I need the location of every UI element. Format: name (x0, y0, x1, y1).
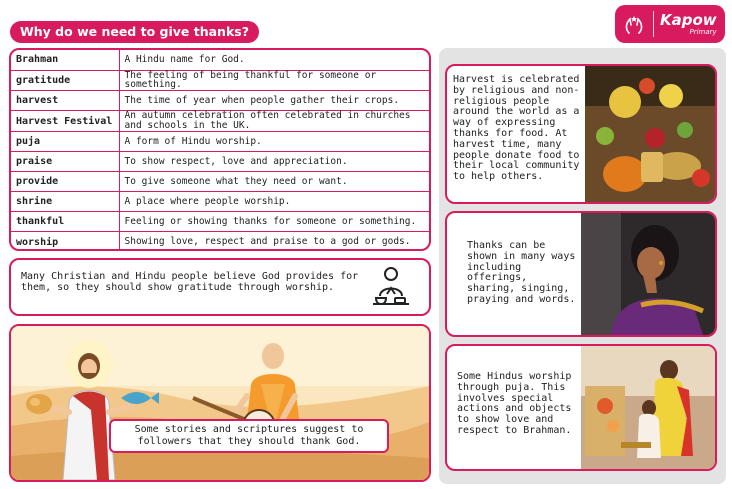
vocab-term: worship (11, 232, 119, 251)
thanks-text: Thanks can be shown in many ways including offerings, sharing, singing, praying and words. (467, 240, 576, 305)
praying-woman-photo (581, 213, 715, 335)
vocab-definition: To show respect, love and appreciation. (119, 152, 429, 172)
vocab-definition: The time of year when people gather their crops. (119, 91, 429, 111)
vocab-term: thankful (11, 212, 119, 232)
vocab-definition: A form of Hindu worship. (119, 132, 429, 152)
vocab-row (11, 70, 429, 91)
vocab-term: gratitude (11, 70, 119, 91)
vocab-definition: To give someone what they need or want. (119, 172, 429, 192)
vocab-row (11, 111, 429, 132)
vocab-term: Harvest Festival (11, 111, 119, 132)
puja-shrine-photo (581, 346, 715, 469)
vocab-term: puja (11, 132, 119, 152)
logo-divider (653, 11, 654, 37)
harvest-food-photo (585, 66, 715, 202)
logo-subtitle: Primary (689, 27, 717, 36)
logo-name: Kapow (660, 10, 717, 29)
vocab-definition: The feeling of being thankful for someone or something. (119, 70, 429, 91)
vocab-term: shrine (11, 192, 119, 212)
hands-icon (621, 11, 647, 37)
puja-card (445, 344, 717, 471)
page-title: Why do we need to give thanks? (10, 21, 259, 43)
thanks-card (445, 211, 717, 337)
harvest-card (445, 64, 717, 204)
vocab-row (11, 232, 429, 251)
vocab-term: praise (11, 152, 119, 172)
vocab-definition: Showing love, respect and praise to a god or gods. (124, 236, 411, 248)
puja-text: Some Hindus worship through puja. This involves special actions and objects to show love and respect to Brahman. (457, 371, 572, 436)
vocab-row (11, 212, 429, 232)
gratitude-box (9, 258, 431, 316)
vocab-row (11, 172, 429, 192)
vocab-row (11, 192, 429, 212)
vocab-definition: A place where people worship. (119, 192, 429, 212)
gratitude-text: Many Christian and Hindu people believe God provides for them, so they should show gratitude through worship. (21, 271, 359, 294)
vocab-term: harvest (11, 91, 119, 111)
kapow-logo (615, 5, 725, 43)
vocabulary-table (9, 48, 431, 251)
scene-caption: Some stories and scriptures suggest to followers that they should thank God. (109, 419, 389, 453)
vocab-row (11, 91, 429, 111)
harvest-text: Harvest is celebrated by religious and non-religious people around the world as a way of expressing thanks for food. At harvest time, many people donate food to their local community to help others. (453, 74, 580, 183)
praying-person-icon (367, 264, 415, 312)
vocab-row (11, 132, 429, 152)
vocab-row (11, 50, 429, 70)
thanks-illustration (9, 324, 431, 482)
vocab-term: provide (11, 172, 119, 192)
vocab-definition: A Hindu name for God. (119, 50, 429, 70)
vocab-row (11, 152, 429, 172)
vocab-term: Brahman (11, 50, 119, 70)
vocab-definition: An autumn celebration often celebrated in churches and schools in the UK. (119, 111, 429, 132)
vocab-definition: Feeling or showing thanks for someone or something. (119, 212, 429, 232)
desert-scene (11, 326, 429, 480)
